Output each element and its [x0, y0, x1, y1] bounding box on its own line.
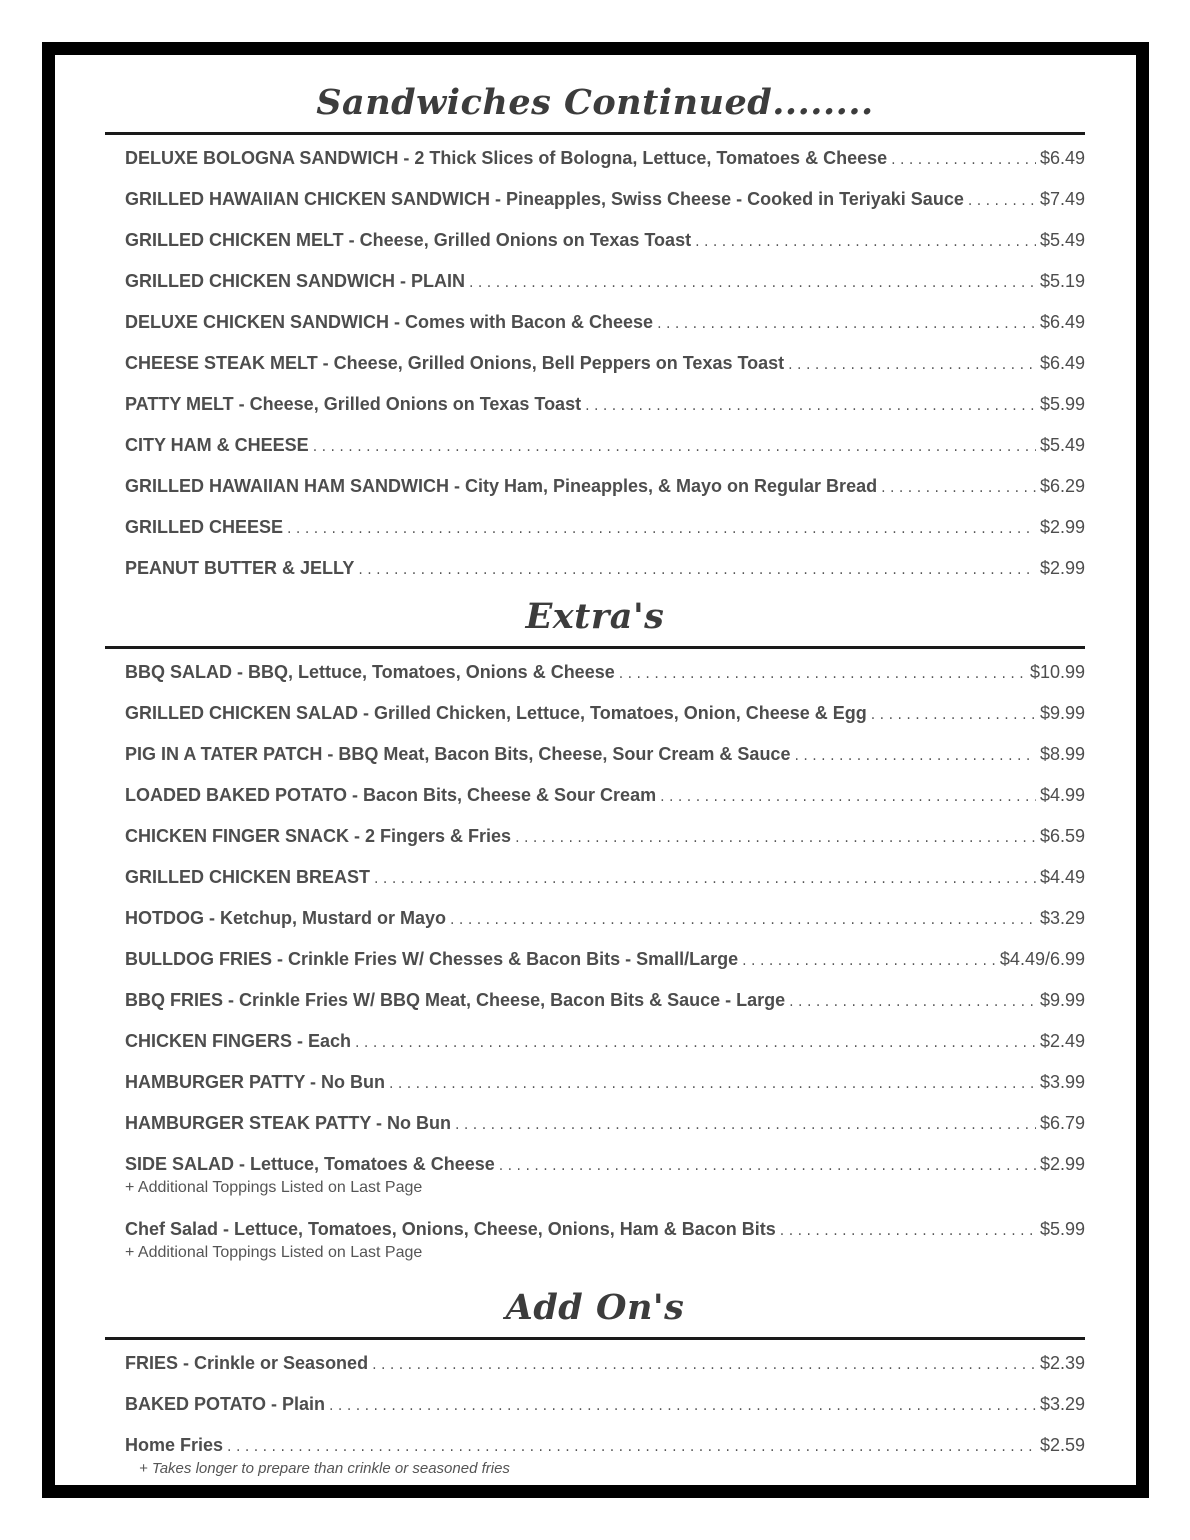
- item-name: CITY HAM & CHEESE: [125, 435, 309, 455]
- item-note: + Additional Toppings Listed on Last Page: [125, 1244, 423, 1261]
- menu-item: [105, 1433, 1085, 1458]
- menu-item: [105, 466, 1085, 507]
- item-price: $4.49/6.99: [999, 949, 1085, 969]
- item-name: BBQ SALAD - BBQ, Lettuce, Tomatoes, Onions & Cheese: [125, 662, 615, 682]
- item-price: $5.49: [1039, 230, 1085, 250]
- item-name: BAKED POTATO - Plain: [125, 1394, 326, 1414]
- item-price: $3.99: [1039, 1072, 1085, 1092]
- menu-item: [105, 425, 1085, 466]
- menu-item: [105, 507, 1085, 548]
- leader-dots: [871, 695, 1036, 736]
- leader-dots: [287, 509, 1036, 550]
- menu-item: [105, 652, 1085, 693]
- leader-dots: [657, 304, 1036, 345]
- item-name: PATTY MELT - Cheese, Grilled Onions on Texas Toast: [125, 394, 582, 414]
- section-title-addons: Add On's: [505, 1287, 685, 1328]
- item-price: $3.29: [1039, 908, 1085, 928]
- item-price: $2.99: [1039, 517, 1085, 537]
- item-price: $8.99: [1039, 744, 1085, 764]
- leader-dots: [455, 1105, 1036, 1146]
- item-name: DELUXE CHICKEN SANDWICH - Comes with Bacon & Cheese: [125, 312, 654, 332]
- leader-dots: [619, 654, 1026, 695]
- menu-item: [105, 220, 1085, 261]
- item-note: + Additional Toppings Listed on Last Page: [125, 1179, 423, 1196]
- item-name: HOTDOG - Ketchup, Mustard or Mayo: [125, 908, 447, 928]
- item-name: GRILLED CHICKEN MELT - Cheese, Grilled Onions on Texas Toast: [125, 230, 692, 250]
- menu-item: [105, 816, 1085, 857]
- item-name: FRIES - Crinkle or Seasoned: [125, 1353, 369, 1373]
- leader-dots: [499, 1154, 1036, 1179]
- item-name: LOADED BAKED POTATO - Bacon Bits, Cheese & Sour Cream: [125, 785, 657, 805]
- item-name: GRILLED CHICKEN SANDWICH - PLAIN: [125, 271, 465, 291]
- item-name: DELUXE BOLOGNA SANDWICH - 2 Thick Slices of Bologna, Lettuce, Tomatoes & Cheese: [125, 148, 888, 168]
- menu-item: [105, 1384, 1085, 1425]
- item-name: GRILLED HAWAIIAN CHICKEN SANDWICH - Pineapples, Swiss Cheese - Cooked in Teriyaki Sauce: [125, 189, 964, 209]
- menu-item: [105, 548, 1085, 589]
- menu-item: [105, 898, 1085, 939]
- item-price: $5.49: [1039, 435, 1085, 455]
- menu-item: [105, 179, 1085, 220]
- menu-item: [105, 1343, 1085, 1384]
- item-name: CHICKEN FINGER SNACK - 2 Fingers & Fries: [125, 826, 512, 846]
- item-price: $6.59: [1039, 826, 1085, 846]
- leader-dots: [789, 982, 1036, 1023]
- menu-item: [105, 734, 1085, 775]
- item-price: $2.59: [1039, 1435, 1085, 1455]
- leader-dots: [313, 427, 1036, 468]
- leader-dots: [450, 900, 1036, 941]
- menu-item: [105, 1021, 1085, 1062]
- menu-item: [105, 343, 1085, 384]
- leader-dots: [515, 818, 1036, 859]
- item-price: $6.49: [1039, 312, 1085, 332]
- item-price: $6.79: [1039, 1113, 1085, 1133]
- menu-item: [105, 1103, 1085, 1144]
- leader-dots: [968, 181, 1036, 222]
- item-note: + Takes longer to prepare than crinkle or seasoned fries: [139, 1460, 510, 1477]
- menu-item: [105, 693, 1085, 734]
- menu-item: [105, 857, 1085, 898]
- leader-dots: [695, 222, 1036, 263]
- item-price: $6.49: [1039, 148, 1085, 168]
- item-name: CHEESE STEAK MELT - Cheese, Grilled Onions, Bell Peppers on Texas Toast: [125, 353, 785, 373]
- section-title-sandwiches: Sandwiches Continued........: [316, 82, 874, 123]
- item-price: $3.29: [1039, 1394, 1085, 1414]
- item-name: BULLDOG FRIES - Crinkle Fries W/ Chesses & Bacon Bits - Small/Large: [125, 949, 739, 969]
- leader-dots: [780, 1219, 1036, 1244]
- item-name: Chef Salad - Lettuce, Tomatoes, Onions, Cheese, Onions, Ham & Bacon Bits: [125, 1219, 776, 1239]
- leader-dots: [355, 1023, 1036, 1064]
- item-name: PIG IN A TATER PATCH - BBQ Meat, Bacon Bits, Cheese, Sour Cream & Sauce: [125, 744, 791, 764]
- menu-item: [105, 138, 1085, 179]
- item-name: Home Fries: [125, 1435, 224, 1455]
- item-name: GRILLED CHICKEN SALAD - Grilled Chicken, Lettuce, Tomatoes, Onion, Cheese & Egg: [125, 703, 867, 723]
- item-name: SIDE SALAD - Lettuce, Tomatoes & Cheese: [125, 1154, 495, 1174]
- item-name: BBQ FRIES - Crinkle Fries W/ BBQ Meat, Cheese, Bacon Bits & Sauce - Large: [125, 990, 786, 1010]
- leader-dots: [374, 859, 1036, 900]
- item-price: $6.29: [1039, 476, 1085, 496]
- item-price: $2.39: [1039, 1353, 1085, 1373]
- leader-dots: [891, 140, 1036, 181]
- menu-content: [105, 55, 1085, 1480]
- leader-dots: [794, 736, 1035, 777]
- leader-dots: [358, 550, 1036, 591]
- item-price: $2.49: [1039, 1031, 1085, 1051]
- leader-dots: [329, 1386, 1036, 1427]
- leader-dots: [660, 777, 1036, 818]
- item-name: GRILLED HAWAIIAN HAM SANDWICH - City Ham, Pineapples, & Mayo on Regular Bread: [125, 476, 878, 496]
- menu-item: [105, 384, 1085, 425]
- item-price: $2.99: [1039, 1154, 1085, 1174]
- menu-item: [105, 1062, 1085, 1103]
- menu-item: [105, 302, 1085, 343]
- leader-dots: [585, 386, 1036, 427]
- menu-page: [42, 42, 1149, 1498]
- item-price: $5.99: [1039, 394, 1085, 414]
- item-price: $9.99: [1039, 990, 1085, 1010]
- menu-item: [105, 775, 1085, 816]
- menu-item: [105, 980, 1085, 1021]
- item-price: $2.99: [1039, 558, 1085, 578]
- item-price: $9.99: [1039, 703, 1085, 723]
- item-name: HAMBURGER PATTY - No Bun: [125, 1072, 385, 1092]
- item-price: $4.49: [1039, 867, 1085, 887]
- menu-item: [105, 1217, 1085, 1242]
- section-title-extras: Extra's: [525, 596, 665, 637]
- item-price: $6.49: [1039, 353, 1085, 373]
- item-price: $5.19: [1039, 271, 1085, 291]
- leader-dots: [227, 1435, 1036, 1460]
- leader-dots: [372, 1345, 1036, 1386]
- leader-dots: [389, 1064, 1036, 1105]
- item-name: GRILLED CHEESE: [125, 517, 284, 537]
- menu-item: [105, 1152, 1085, 1177]
- item-price: $4.99: [1039, 785, 1085, 805]
- leader-dots: [881, 468, 1036, 509]
- menu-item: [105, 261, 1085, 302]
- leader-dots: [788, 345, 1036, 386]
- leader-dots: [469, 263, 1036, 304]
- item-price: $10.99: [1029, 662, 1085, 682]
- leader-dots: [742, 941, 996, 982]
- item-price: $7.49: [1039, 189, 1085, 209]
- item-price: $5.99: [1039, 1219, 1085, 1239]
- item-name: PEANUT BUTTER & JELLY: [125, 558, 355, 578]
- item-name: GRILLED CHICKEN BREAST: [125, 867, 371, 887]
- item-name: CHICKEN FINGERS - Each: [125, 1031, 352, 1051]
- item-name: HAMBURGER STEAK PATTY - No Bun: [125, 1113, 451, 1133]
- menu-item: [105, 939, 1085, 980]
